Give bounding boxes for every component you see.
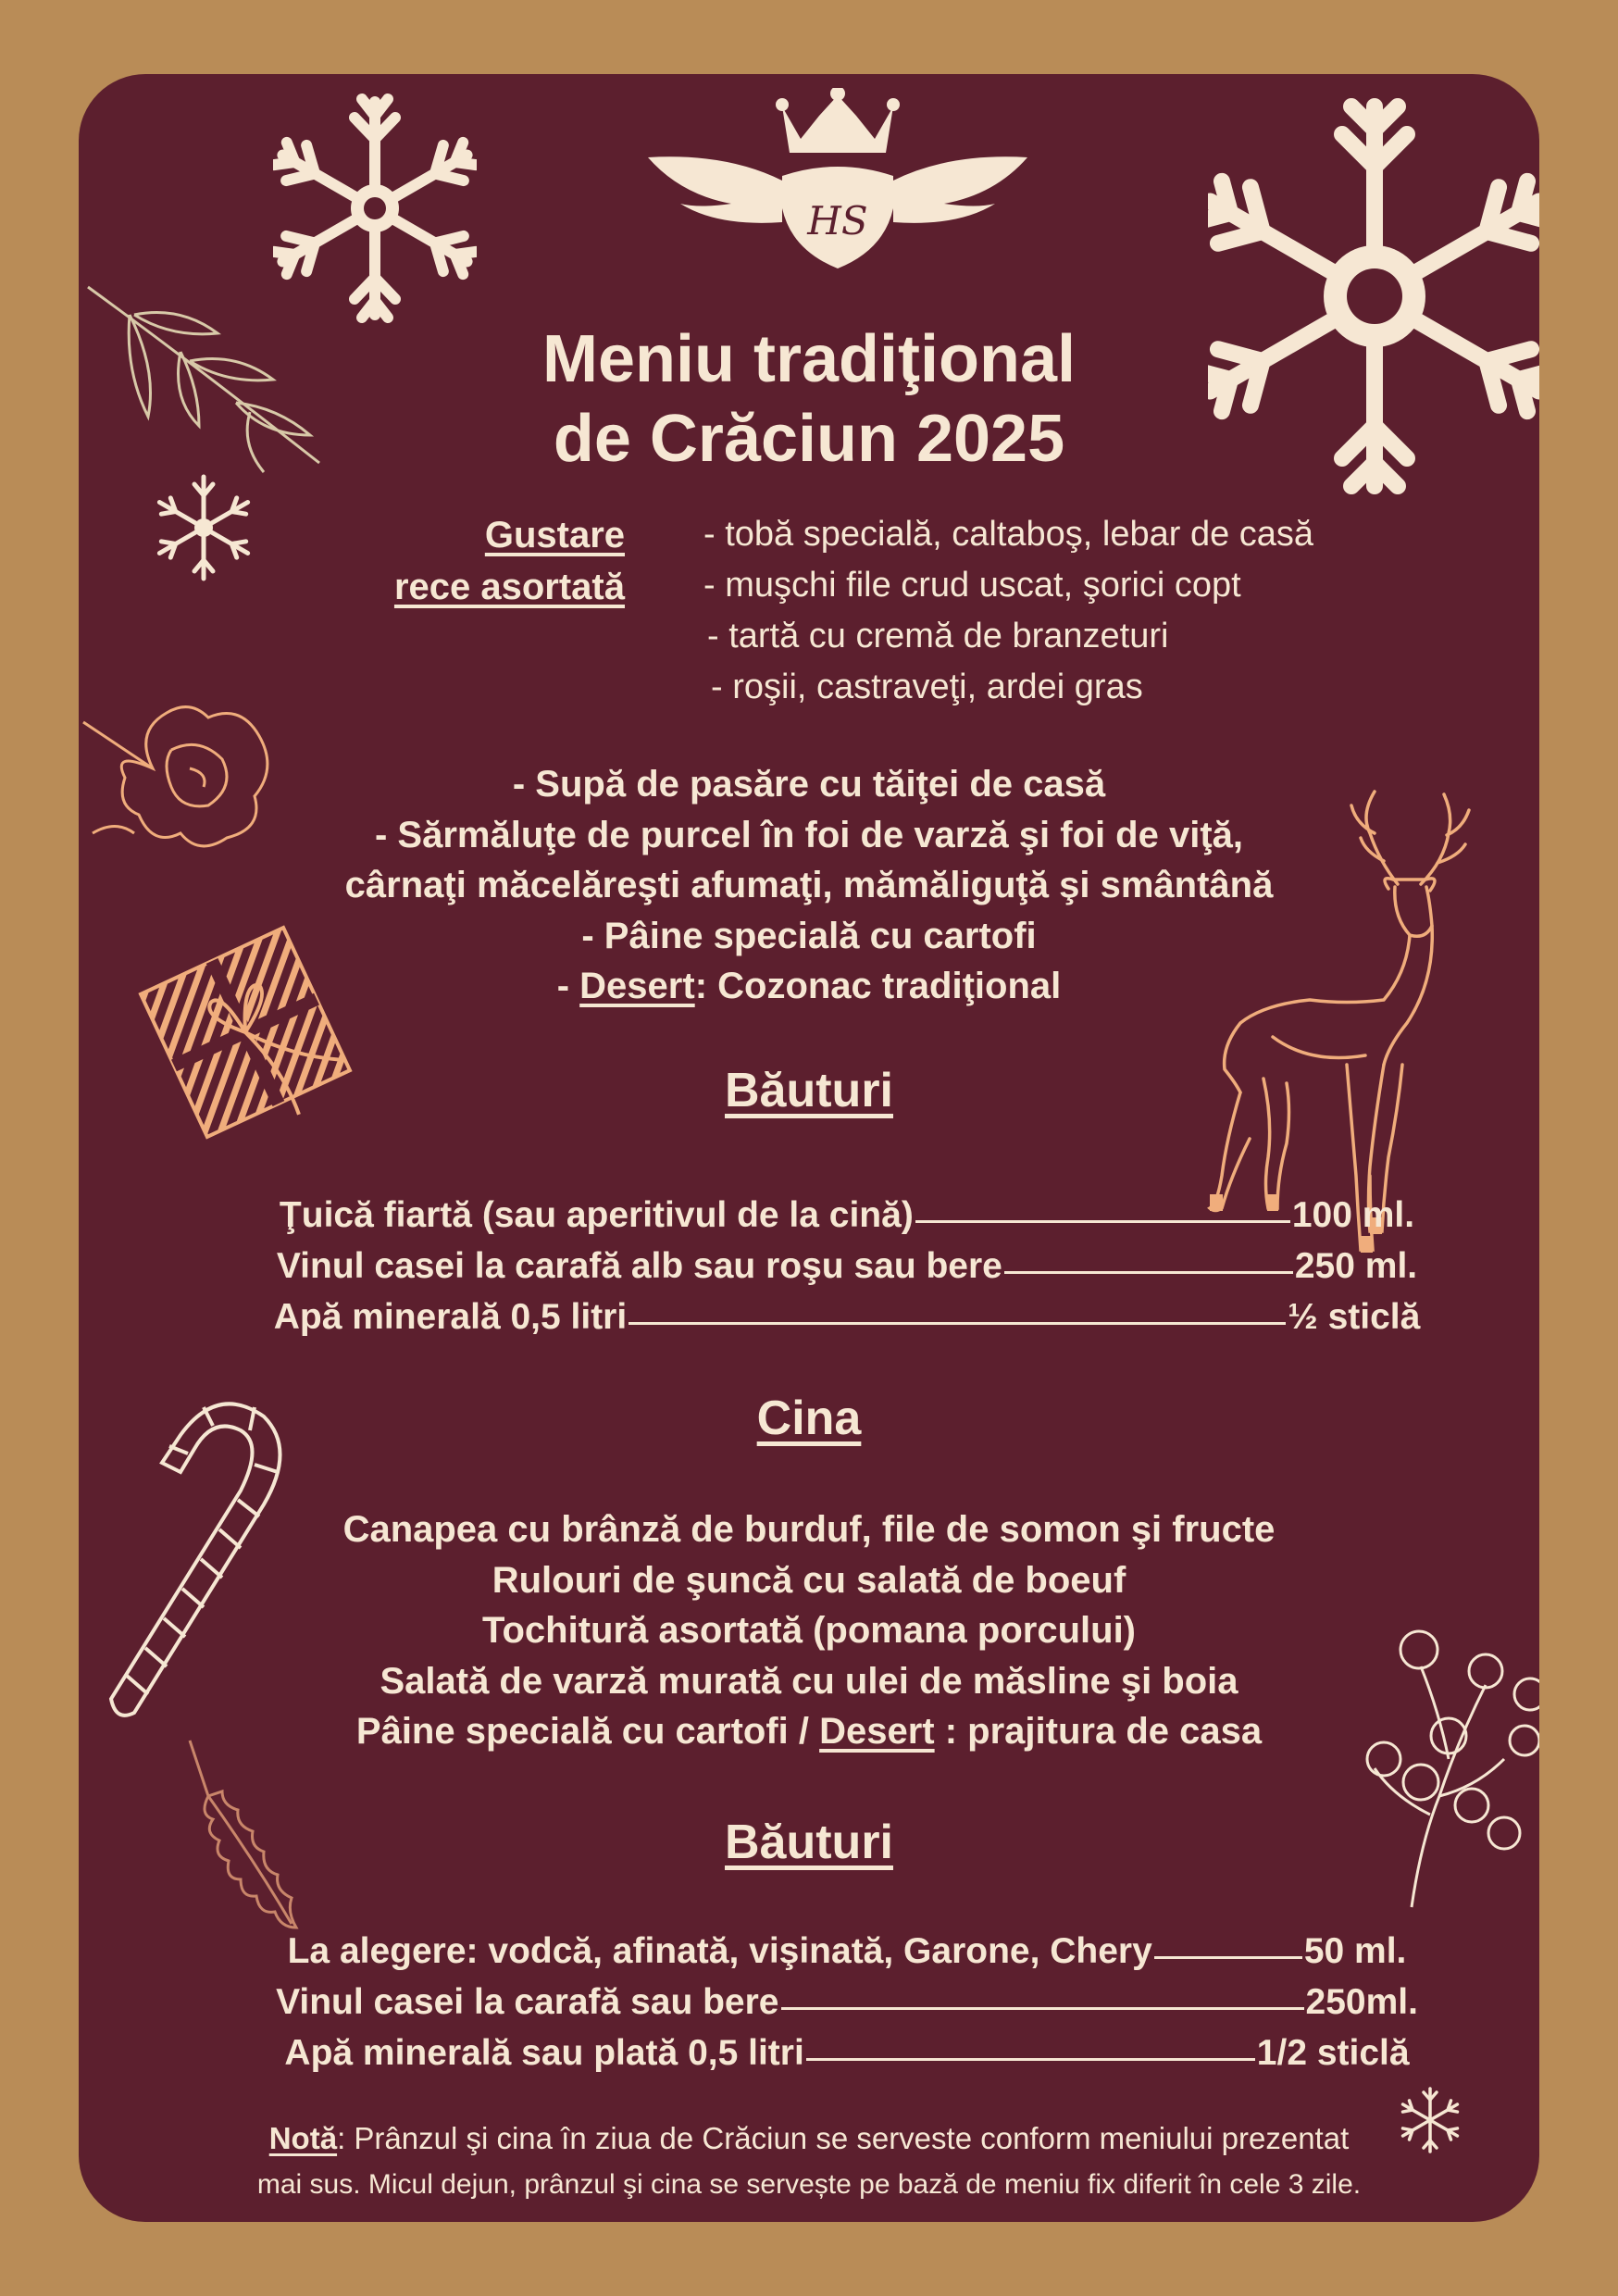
drink-name: Vinul casei la carafă alb sau roşu sau bere	[276, 1246, 1002, 1286]
note-line-2: mai sus. Micul dejun, prânzul şi cina se servește pe bază de meniu fix diferit în cele 3 zile.	[256, 2169, 1362, 2200]
dinner-menu	[79, 1504, 1539, 1757]
drink-qty: 1/2 sticlă	[1256, 2033, 1410, 2073]
list-item: Canapea cu brânză de burduf, file de somon şi fructe	[342, 1509, 1276, 1550]
list-item: - tobă specială, caltaboş, lebar de casă	[703, 515, 1314, 554]
drink-name: Ţuică fiartă (sau aperitivul de la cină)	[279, 1195, 914, 1235]
title-line-2: de Crăciun 2025	[553, 402, 1065, 476]
leader-line	[1154, 1956, 1302, 1959]
dessert-label: Desert	[579, 966, 695, 1006]
drink-row	[199, 2028, 1495, 2078]
note-label: Notă	[268, 2121, 338, 2155]
drink-name: Vinul casei la carafă sau bere	[276, 1982, 779, 2022]
drink-row	[199, 1977, 1495, 2028]
list-item: - tartă cu cremă de branzeturi	[707, 617, 1169, 655]
drink-row	[199, 1190, 1495, 1241]
list-item: - roşii, castraveţi, ardei gras	[711, 668, 1143, 706]
leader-line	[629, 1322, 1286, 1325]
list-item: cârnaţi măcelăreşti afumaţi, mămăliguţă şi smântână	[344, 865, 1274, 905]
dessert-prefix: -	[556, 966, 580, 1006]
menu-card	[79, 74, 1539, 2222]
crown-wings-logo	[643, 88, 1032, 301]
list-item: - muşchi file crud uscat, şorici copt	[703, 566, 1241, 605]
drink-qty: 100 ml.	[1291, 1195, 1415, 1235]
drink-qty: 250 ml.	[1294, 1246, 1418, 1286]
list-item: Rulouri de şuncă cu salată de boeuf	[492, 1559, 1126, 1601]
starter-label	[292, 509, 625, 613]
starter-label-line-2: rece asortată	[393, 567, 625, 607]
list-item	[79, 961, 1539, 1012]
list-item: Tochitură asortată (pomana porcului)	[482, 1610, 1136, 1651]
list-item: - Sărmăluţe de purcel în foi de varză şi foi de viţă,	[374, 814, 1244, 855]
drinks-heading: Băuturi	[725, 1816, 893, 1869]
drink-row	[199, 1241, 1495, 1292]
drink-name: La alegere: vodcă, afinată, vişinată, Garone, Chery	[287, 1931, 1152, 1971]
drink-row	[199, 1926, 1495, 1977]
dinner-last-prefix: Pâine specială cu cartofi /	[355, 1711, 820, 1752]
starter-label-line-1: Gustare	[484, 515, 625, 555]
starter-items	[703, 509, 1313, 713]
dessert-text: : Cozonac tradiţional	[694, 966, 1062, 1006]
drink-qty: 50 ml.	[1303, 1931, 1407, 1971]
leader-line	[781, 2007, 1304, 2010]
lunch-menu	[79, 759, 1539, 1012]
drink-name: Apă minerală 0,5 litri	[273, 1297, 628, 1337]
list-item: Salată de varză murată cu ulei de măsline şi boia	[380, 1660, 1238, 1702]
drinks-list	[199, 1926, 1495, 2078]
drink-qty: 250ml.	[1305, 1982, 1418, 2022]
drink-qty: ½ sticlă	[1288, 1297, 1421, 1337]
drink-row	[199, 1292, 1495, 1342]
note-line-1: : Prânzul şi cina în ziua de Crăciun se serveste conform meniului prezentat	[337, 2121, 1350, 2155]
page-title	[79, 319, 1539, 479]
footnote	[79, 2115, 1539, 2208]
title-line-1: Meniu tradiţional	[542, 322, 1076, 396]
list-item: - Pâine specială cu cartofi	[581, 915, 1037, 956]
leader-line	[1004, 1271, 1293, 1274]
svg-text:HS: HS	[807, 198, 868, 243]
leader-line	[806, 2058, 1255, 2061]
dinner-last-suffix: : prajitura de casa	[934, 1711, 1263, 1752]
drink-name: Apă minerală sau plată 0,5 litri	[284, 2033, 804, 2073]
leader-line	[915, 1220, 1290, 1223]
drinks-list	[199, 1190, 1495, 1342]
dinner-heading: Cina	[756, 1391, 862, 1445]
list-item	[79, 1706, 1539, 1757]
list-item: - Supă de pasăre cu tăiţei de casă	[512, 764, 1106, 805]
drinks-heading: Băuturi	[725, 1064, 893, 1117]
dessert-label: Desert	[819, 1711, 935, 1752]
